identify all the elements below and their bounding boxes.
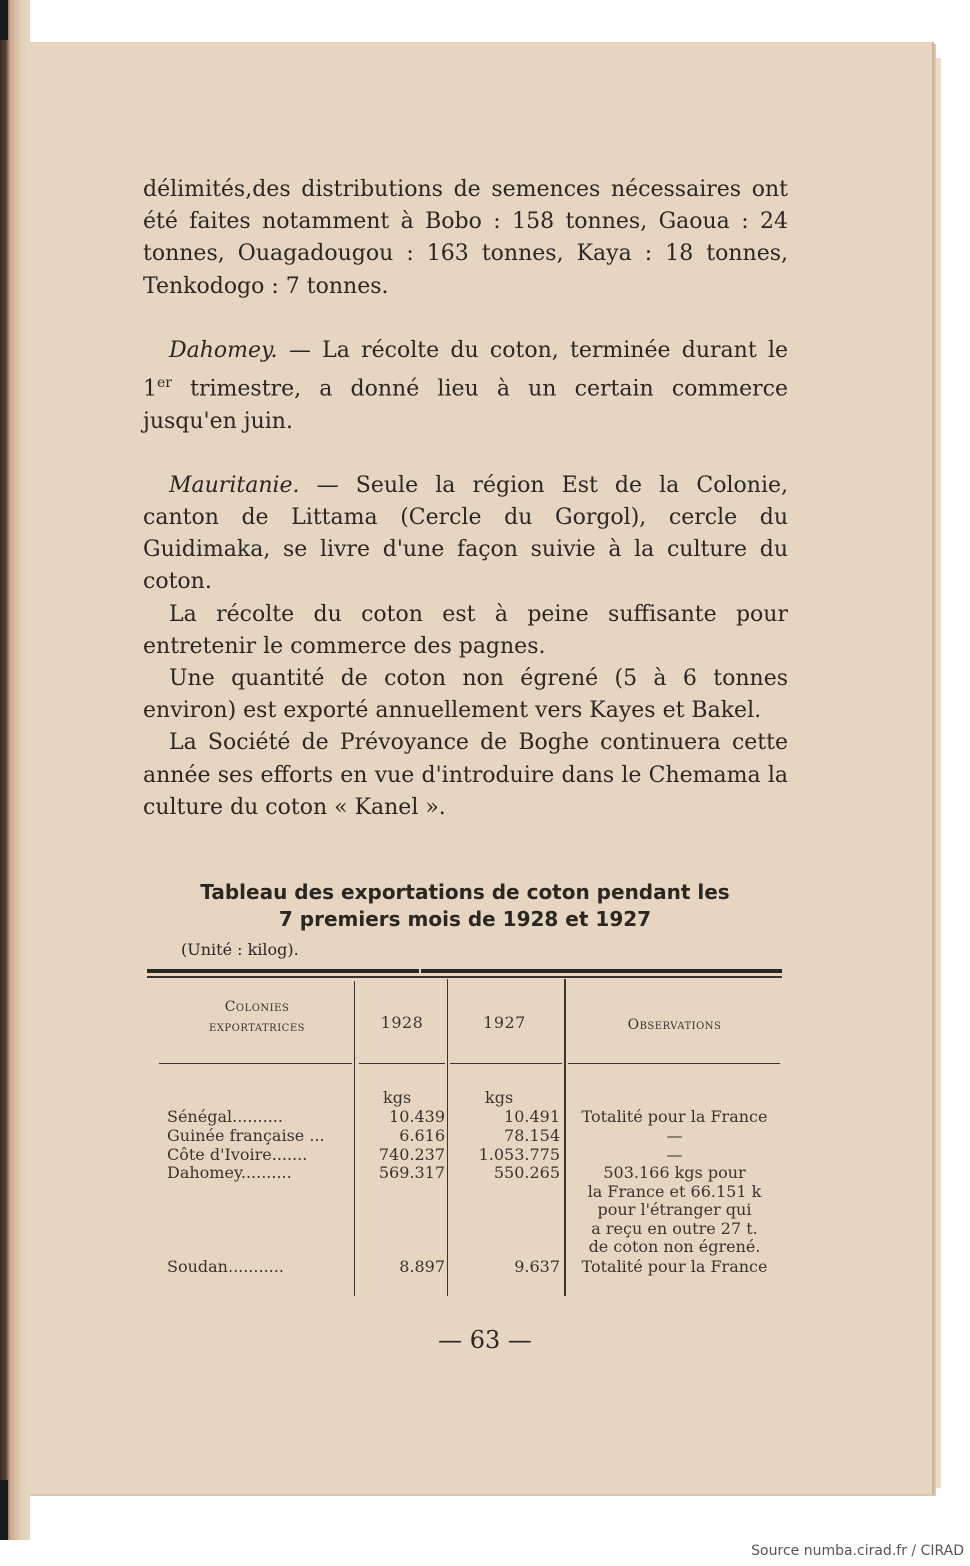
unit-1927: kgs — [485, 1088, 514, 1107]
table-top-rule — [421, 969, 782, 973]
row-colonie: Guinée française ... — [167, 1126, 325, 1145]
observation-line: a reçu en outre 27 t. — [591, 1218, 758, 1238]
row-colonie: Soudan........... — [167, 1257, 284, 1276]
header-rule — [450, 1063, 562, 1064]
paragraph-recolte: La récolte du coton est à peine suffisante pour entretenir le commerce des pagnes. — [143, 601, 788, 659]
mauritanie-text: — Seule la région Est de la Colonie, canton de Littama (Cercle du Gorgol), cercle du Guidimaka, se livre d'une façon suivie à la culture du coton. — [143, 472, 788, 595]
source-credit: Source numba.cirad.fr / CIRAD — [751, 1543, 964, 1559]
table-title-line1: Tableau des exportations de coton pendant les — [200, 880, 730, 904]
dahomey-text-b: trimestre, a donné lieu à un certain commerce jusqu'en juin. — [143, 376, 788, 434]
binding-mark-top — [0, 0, 8, 40]
dahomey-superscript: er — [157, 375, 172, 392]
observation-line: pour l'étranger qui — [597, 1200, 752, 1220]
unit-1928: kgs — [383, 1088, 412, 1107]
paragraph-societe: La Société de Prévoyance de Boghe continuera cette année ses efforts en vue d'introduire dans le Chemama la culture du coton « Kanel ». — [143, 730, 788, 820]
row-observation: Totalité pour la France — [581, 1107, 768, 1126]
row-value-1927: 10.491 — [504, 1107, 560, 1126]
col-divider — [447, 979, 448, 1296]
row-value-1928: 569.317 — [378, 1163, 445, 1182]
header-rule — [359, 1063, 445, 1064]
row-observation-multiline — [567, 1164, 782, 1257]
header-1927: 1927 — [483, 1013, 526, 1032]
row-value-1927: 78.154 — [504, 1126, 560, 1145]
table-title-line2: 7 premiers mois de 1928 et 1927 — [278, 907, 652, 931]
row-value-1928: 6.616 — [399, 1126, 445, 1145]
row-value-1927: 9.637 — [514, 1257, 560, 1276]
dahomey-label: Dahomey. — [169, 337, 278, 363]
header-colonies-line1: Colonies — [224, 999, 290, 1015]
table-top-rule — [147, 969, 419, 973]
row-value-1928: 8.897 — [399, 1257, 445, 1276]
row-value-1928: 740.237 — [378, 1145, 445, 1164]
row-observation: Totalité pour la France — [581, 1257, 768, 1276]
header-1928: 1928 — [380, 1013, 424, 1032]
page-number: — 63 — — [438, 1326, 532, 1354]
paragraph-mauritanie — [143, 470, 788, 599]
body-text — [143, 174, 788, 824]
dahomey-text-a: — La récolte du coton, terminée durant le 1 — [143, 337, 788, 402]
row-colonie: Dahomey.......... — [167, 1163, 292, 1182]
row-colonie: Sénégal.......... — [167, 1107, 283, 1126]
row-value-1928: 10.439 — [389, 1107, 445, 1126]
header-colonies — [147, 997, 367, 1037]
row-colonie: Côte d'Ivoire....... — [167, 1145, 308, 1164]
row-observation: — — [666, 1126, 683, 1145]
row-value-1927: 550.265 — [493, 1163, 560, 1182]
observation-line: 503.166 kgs pour — [603, 1163, 746, 1182]
exports-table — [147, 967, 782, 1302]
observation-line: la France et 66.151 k — [587, 1181, 762, 1201]
header-rule — [568, 1063, 780, 1064]
header-colonies-line2: exportatrices — [209, 1019, 305, 1035]
observation-line: de coton non égrené. — [588, 1237, 761, 1257]
mauritanie-label: Mauritanie. — [169, 472, 300, 498]
header-rule — [159, 1063, 352, 1064]
table-unit: (Unité : kilog). — [181, 940, 299, 959]
paragraph-dahomey — [143, 335, 788, 438]
paragraph-burkina: délimités,des distributions de semences nécessaires ont été faites notamment à Bobo : 158 tonnes, Gaoua : 24 tonnes, Ouagadougou : 163 tonnes, Kaya : 18 tonnes, Tenkodogo : 7 tonnes. — [143, 177, 788, 299]
col-divider — [564, 979, 566, 1296]
binding-mark-bottom — [0, 1480, 8, 1540]
table-top-rule-thin — [147, 976, 782, 978]
row-value-1927: 1.053.775 — [478, 1145, 560, 1164]
header-observations: Observations — [627, 1017, 722, 1033]
paragraph-quantite: Une quantité de coton non égrené (5 à 6 tonnes environ) est exporté annuellement vers Kayes et Bakel. — [143, 665, 788, 724]
row-observation: — — [666, 1145, 683, 1164]
